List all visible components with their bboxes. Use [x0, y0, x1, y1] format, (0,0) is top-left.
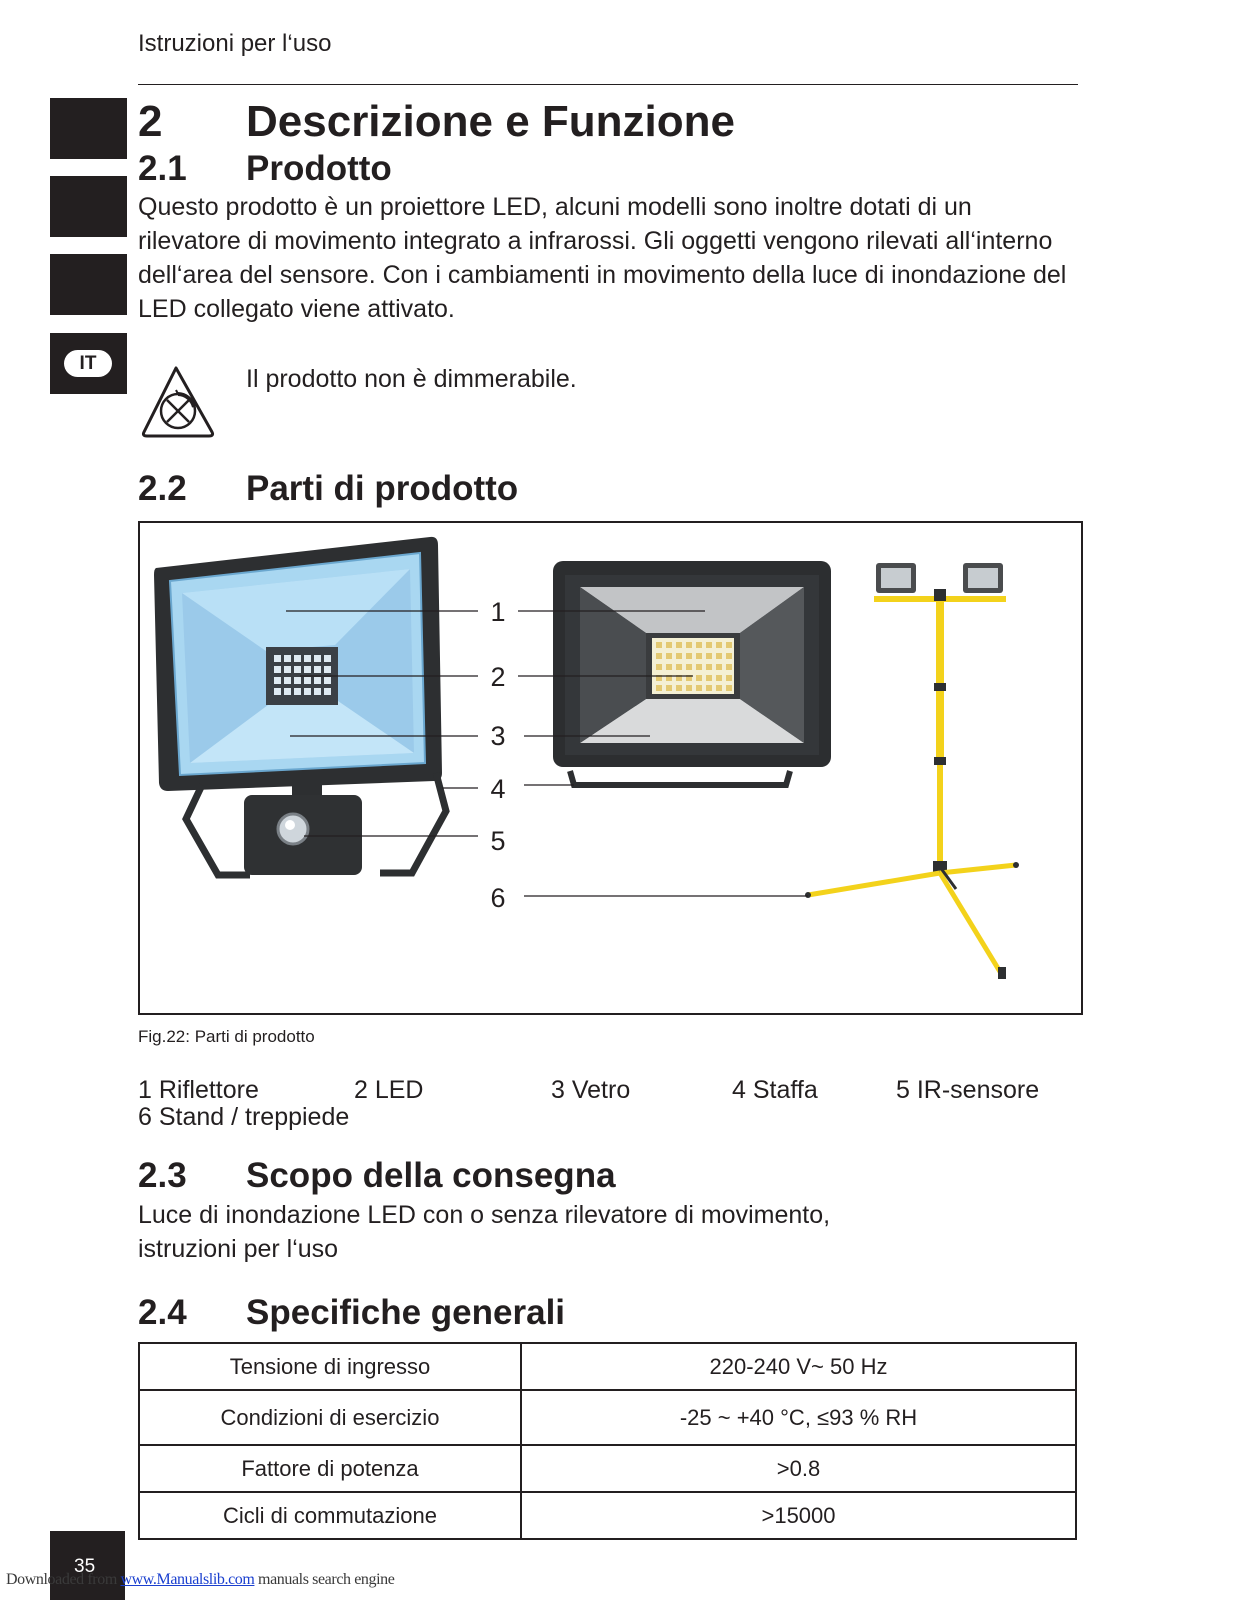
- subsection-number: 2.2: [138, 469, 187, 508]
- callout-number: 1: [490, 597, 506, 627]
- subsection-title: Specifiche generali: [246, 1293, 566, 1332]
- language-tab[interactable]: [50, 254, 127, 315]
- manualslib-link[interactable]: www.Manualslib.com: [120, 1571, 255, 1588]
- spec-label: Fattore di potenza: [139, 1445, 521, 1492]
- callout-number: 6: [490, 883, 506, 913]
- legend-item: 1 Riflettore: [138, 1076, 259, 1104]
- subsection-heading: [138, 1295, 1038, 1333]
- figure-caption-prefix: Fig.22:: [138, 1027, 190, 1046]
- figure-caption-text: Parti di prodotto: [189, 1027, 315, 1046]
- language-tab[interactable]: [50, 176, 127, 237]
- subsection-heading: [138, 151, 1038, 189]
- subsection-heading: [138, 471, 1038, 509]
- product-description: Questo prodotto è un proiettore LED, alcuni modelli sono inoltre dotati di un rilevatore di movimento integrato a infrarossi. Gli oggetti vengono rilevati all‘interno dell‘area del sensore. Con i cambiamenti in movimento della luce di inondazione del LED collegato viene attivato.: [138, 193, 1067, 323]
- legend-item: 2 LED: [354, 1076, 424, 1104]
- legend-item: 5 IR-sensore: [896, 1076, 1040, 1104]
- floodlight-image: [553, 561, 831, 785]
- table-row: [139, 1445, 1076, 1492]
- spec-value: >0.8: [521, 1445, 1076, 1492]
- delivery-scope-text: [138, 1198, 1078, 1266]
- product-parts-figure: [138, 521, 1083, 1015]
- tripod-stand-image: [805, 563, 1019, 979]
- spec-label: Condizioni di esercizio: [139, 1390, 521, 1445]
- language-tab[interactable]: [50, 98, 127, 159]
- page-number-box: [50, 1531, 125, 1600]
- spec-value: -25 ~ +40 °C, ≤93 % RH: [521, 1390, 1076, 1445]
- figure-caption: [138, 1027, 315, 1047]
- footer-prefix: Downloaded from: [6, 1571, 121, 1588]
- language-tab-active[interactable]: [50, 333, 127, 394]
- section-heading: [138, 97, 1038, 148]
- subsection-heading: [138, 1158, 1038, 1196]
- delivery-scope-line: Luce di inondazione LED con o senza rilevatore di movimento,: [138, 1201, 831, 1229]
- download-footer: [6, 1571, 394, 1589]
- subsection-title: Parti di prodotto: [246, 469, 519, 508]
- subsection-number: 2.1: [138, 149, 187, 188]
- footer-suffix: manuals search engine: [254, 1571, 395, 1588]
- spec-value: 220-240 V~ 50 Hz: [521, 1343, 1076, 1390]
- table-row: [139, 1390, 1076, 1445]
- page-number: 35: [74, 1556, 96, 1577]
- callout-number: 5: [490, 826, 506, 856]
- subsection-title: Prodotto: [246, 149, 392, 188]
- header-rule: [138, 84, 1078, 85]
- spec-label: Cicli di commutazione: [139, 1492, 521, 1539]
- spec-value: >15000: [521, 1492, 1076, 1539]
- table-row: [139, 1492, 1076, 1539]
- specifications-table: [138, 1342, 1077, 1540]
- table-row: [139, 1343, 1076, 1390]
- subsection-title: Scopo della consegna: [246, 1156, 616, 1195]
- language-tab-label: IT: [64, 350, 112, 377]
- legend-item: 3 Vetro: [551, 1076, 631, 1104]
- spec-label: Tensione di ingresso: [139, 1343, 521, 1390]
- section-title: Descrizione e Funzione: [246, 97, 735, 146]
- floodlight-with-sensor-image: [154, 537, 446, 875]
- no-dimmer-icon: [138, 364, 218, 440]
- subsection-number: 2.4: [138, 1293, 187, 1332]
- callout-number: 3: [490, 721, 506, 751]
- callout-number: 4: [490, 774, 506, 804]
- legend-item: 4 Staffa: [732, 1076, 818, 1104]
- section-number: 2: [138, 97, 163, 146]
- running-header: Istruzioni per l‘uso: [138, 30, 332, 57]
- subsection-number: 2.3: [138, 1156, 187, 1195]
- legend-item: 6 Stand / treppiede: [138, 1103, 350, 1131]
- callout-number: 2: [490, 662, 506, 692]
- dimmer-note: Il prodotto non è dimmerabile.: [246, 365, 577, 393]
- delivery-scope-line: istruzioni per l‘uso: [138, 1235, 339, 1263]
